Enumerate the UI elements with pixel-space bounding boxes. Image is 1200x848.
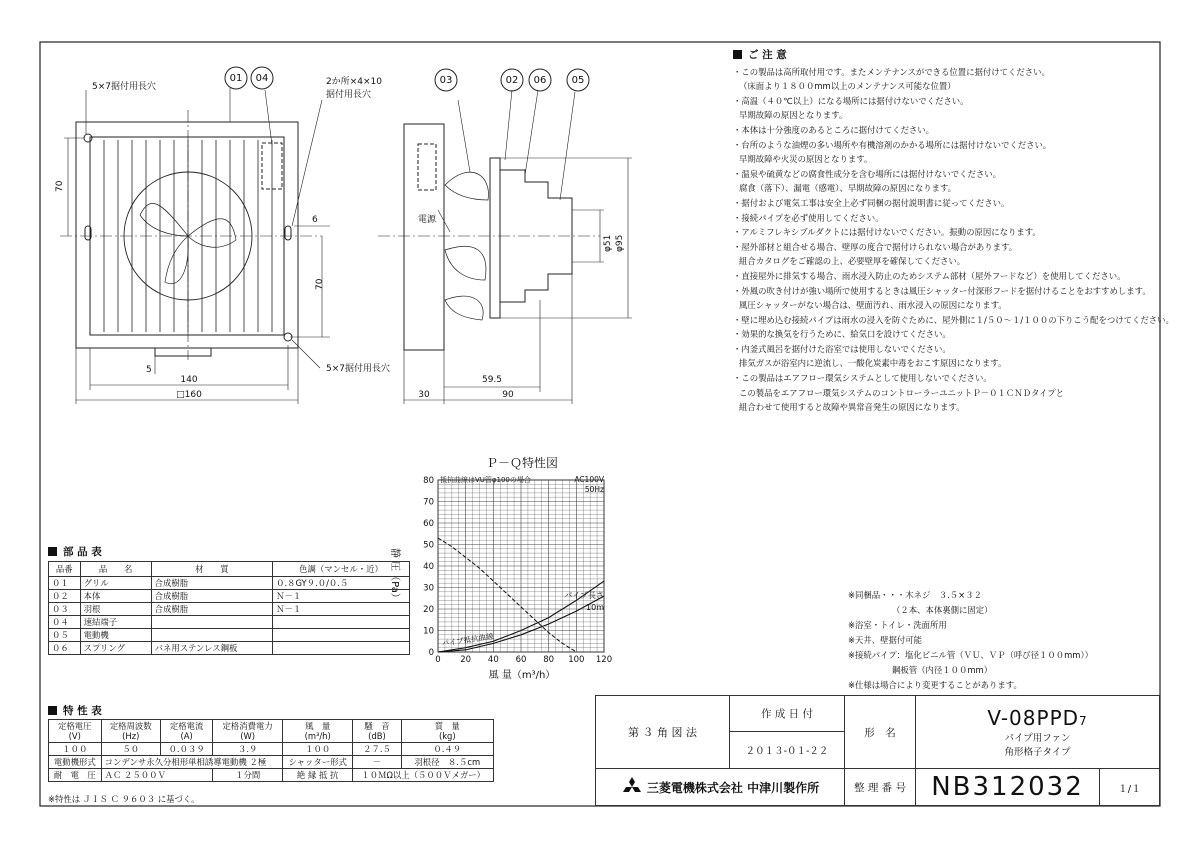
caution-line: 組合カタログをご確認の上、必要壁厚を確保してください。 xyxy=(739,256,966,267)
dim-slot-top: 5×7据付用長穴 xyxy=(92,82,156,92)
parts-cell: Ｎ－１ xyxy=(273,603,410,616)
y-tick-label: 50 xyxy=(423,540,434,551)
side-view xyxy=(378,69,632,404)
model-number: V-08PPD7 xyxy=(987,706,1088,730)
side-flange xyxy=(490,158,500,318)
spec-title: 特 性 表 xyxy=(48,703,102,718)
page-number: １/１ xyxy=(1099,768,1160,806)
parts-cell: 合成樹脂 xyxy=(151,603,272,616)
caution-notes xyxy=(733,48,1183,415)
chart-xlabel: 風 量（m³/h） xyxy=(488,670,556,681)
projection-method: 第 ３ 角 図 法 xyxy=(595,695,730,769)
y-tick-label: 30 xyxy=(423,583,434,594)
spec-header: 定格周波数 (Hz) xyxy=(101,720,160,743)
dim-phi95: φ95 xyxy=(615,234,625,252)
dim-70b: 70 xyxy=(315,278,325,290)
y-tick-label: 0 xyxy=(428,648,434,658)
parts-cell: ０１ xyxy=(49,577,81,590)
caution-line: この製品をエアフロー環気システムのコントローラーユニットＰ－０１ＣＮＤタイプと xyxy=(739,387,1065,398)
insulation-value: １０ＭΩ以上（５００Ｖメガー） xyxy=(353,769,494,782)
dim-90: 90 xyxy=(502,390,514,400)
spec-header: 定格消費電力 (W) xyxy=(213,720,283,743)
company-cell: 三菱電機株式会社 中津川製作所 xyxy=(595,768,845,806)
parts-row xyxy=(49,616,410,629)
date-value: ２０１３-０１-２２ xyxy=(729,731,845,769)
parts-title: 部 品 表 xyxy=(48,544,102,559)
x-tick-label: 80 xyxy=(543,655,555,665)
parts-cell: ０５ xyxy=(49,629,81,642)
voltage-value: ＡＣ ２５００Ｖ xyxy=(101,769,213,782)
side-note-line: ※仕様は場合により変更することがあります。 xyxy=(848,680,1022,690)
callout-02: 02 xyxy=(505,75,519,86)
x-tick-label: 20 xyxy=(460,655,472,665)
spec-value: ０.４９ xyxy=(401,743,493,756)
dim-59-5: 59.5 xyxy=(481,375,503,385)
caution-line: ・据付および電気工事は安全上必ず同梱の据付説明書に従ってください。 xyxy=(733,197,1010,208)
x-tick-label: 100 xyxy=(568,655,585,665)
dim-140: 140 xyxy=(180,375,198,385)
parts-cell: 本体 xyxy=(80,590,151,603)
chart-note: 抵抗曲線はVU管φ100の場合 xyxy=(440,476,531,484)
model-desc-2: 角形格子タイプ xyxy=(1004,747,1071,758)
parts-cell: 羽根 xyxy=(80,603,151,616)
spec-value: １００ xyxy=(282,743,352,756)
model-label: 形 名 xyxy=(844,695,916,769)
dim-slot-two: 2か所×4×10 xyxy=(326,77,382,87)
insulation-label: 絶 縁 抵 抗 xyxy=(282,769,352,782)
caution-line: 風圧シャッターがない場合は、壁面汚れ、雨水浸入の原因になります。 xyxy=(739,300,1007,311)
callout-04: 04 xyxy=(255,73,269,84)
shutter-value: － xyxy=(353,756,401,769)
parts-cell: ０３ xyxy=(49,603,81,616)
chart-freq: 50Hz xyxy=(584,485,604,494)
dim-70a: 70 xyxy=(55,180,65,192)
drawing-number: NB312032 xyxy=(915,768,1100,806)
side-view-labels xyxy=(418,75,625,400)
parts-cell: Ｎ－１ xyxy=(273,590,410,603)
caution-line: ・この製品は高所取付用です。またメンテナンスができる位置に据付けてください。 xyxy=(733,66,1050,77)
y-tick-label: 80 xyxy=(423,476,434,486)
parts-cell: ０６ xyxy=(49,642,81,655)
spec-header: 定格電圧 (V) xyxy=(49,720,102,743)
dim-phi51: φ51 xyxy=(603,234,613,252)
parts-row xyxy=(49,603,410,616)
voltage-label: 耐 電 圧 xyxy=(49,769,102,782)
parts-cell xyxy=(273,616,410,629)
caution-line: ・高温（４０℃以上）になる場所には据付けないでください。 xyxy=(733,95,969,106)
spec-header: 騒 音 (dB) xyxy=(353,720,401,743)
parts-row xyxy=(49,629,410,642)
caution-line: ・台所のような油煙の多い場所や有機溶剤のかかる場所には据付けないでください。 xyxy=(733,139,1052,150)
caution-line: 腐食（落下）、漏電（感電）、早期故障の原因になります。 xyxy=(739,183,957,194)
model-desc-1: パイプ用ファン xyxy=(1004,733,1071,744)
parts-cell: 電動機 xyxy=(80,629,151,642)
caution-line: 組合わせて使用すると故障や異常音発生の原因になります。 xyxy=(739,402,965,413)
blade-label: 羽根径 xyxy=(414,757,440,767)
parts-cell: スプリング xyxy=(80,642,151,655)
y-tick-label: 70 xyxy=(423,497,434,508)
spec-footnote: ※特性は ＪＩＳ Ｃ ９６０３ に基づく。 xyxy=(48,794,200,804)
side-note-line: 鋼板管（内径１００mm） xyxy=(892,665,993,675)
callout-01: 01 xyxy=(229,73,243,84)
side-note-line: （２本、本体裏側に固定） xyxy=(892,605,993,615)
x-tick-label: 0 xyxy=(435,655,441,665)
shutter-label: シャッター形式 xyxy=(282,756,352,769)
caution-line: 早期故障の原因となります。 xyxy=(739,110,848,121)
label-power: 電源 xyxy=(418,215,437,225)
parts-cell: グリル xyxy=(80,577,151,590)
callout-06: 06 xyxy=(533,75,547,86)
side-notes xyxy=(848,588,1093,693)
spec-value: ５０ xyxy=(101,743,160,756)
parts-cell xyxy=(273,629,410,642)
caution-line: ・壁に埋め込む接続パイプは雨水の浸入を防ぐために、屋外側に１/５０～１/１００の下りこう配をつけてください。 xyxy=(733,314,1174,325)
caution-line: ・本体は十分強度のあるところに据付けてください。 xyxy=(733,124,934,135)
chart-title: Ｐ－Ｑ特性図 xyxy=(485,456,559,470)
model-cell xyxy=(915,695,1160,769)
label-resistance-curve: パイプ抵抗曲線 xyxy=(441,631,495,648)
x-tick-label: 60 xyxy=(515,655,527,665)
y-tick-label: 60 xyxy=(423,519,434,529)
side-grille xyxy=(404,124,444,350)
caution-line: ・接続パイプを必ず使用してください。 xyxy=(733,212,884,223)
caution-line: ・外風の吹き付けが強い場所で使用するときは風圧シャッター付深形フードを据付けることをおすすめします。 xyxy=(733,285,1151,296)
dim-5: 5 xyxy=(146,365,152,375)
caution-title: ご 注 意 xyxy=(733,48,1183,63)
dim-6: 6 xyxy=(312,215,318,225)
parts-cell xyxy=(273,642,410,655)
spec-value: ３.９ xyxy=(213,743,283,756)
dim-160: □160 xyxy=(176,390,202,400)
side-note-line: ※同梱品・・・木ネジ ３.５×３２ xyxy=(848,590,982,600)
callout-05: 05 xyxy=(571,75,585,86)
side-note-line: ※天井、壁据付可能 xyxy=(848,635,923,645)
parts-cell: 合成樹脂 xyxy=(151,590,272,603)
caution-line: ・直接屋外に排気する場合、雨水浸入防止のためシステム部材（屋外フードなど）を使用してください。 xyxy=(733,270,1126,281)
motor-label: 電動機形式 xyxy=(49,756,102,769)
parts-header: 材 質 xyxy=(151,562,272,577)
y-tick-label: 40 xyxy=(423,562,434,572)
caution-line: ・内釜式風呂を据付けた浴室では使用しないでください。 xyxy=(733,343,951,354)
parts-cell: 速結端子 xyxy=(80,616,151,629)
dim-slot-two-sub: 据付用長穴 xyxy=(326,90,372,100)
parts-table xyxy=(48,561,410,655)
caution-line: ・温泉や硫黄などの腐食性成分を含む場所には据付けないでください。 xyxy=(733,168,1001,179)
label-pipe-length: パイプ長さ xyxy=(564,591,604,600)
caution-line: 早期故障や火災の原因となります。 xyxy=(739,154,873,165)
spec-value: ２７.５ xyxy=(353,743,401,756)
parts-cell xyxy=(151,616,272,629)
dim-30: 30 xyxy=(418,390,430,400)
blade-value: ８.５cm xyxy=(447,757,481,767)
caution-line: 排気ガスが浴室内に逆流し、一酸化炭素中毒をおこす原因になります。 xyxy=(739,358,1007,369)
spec-header: 質 量 (kg) xyxy=(401,720,493,743)
parts-cell: バネ用ステンレス鋼板 xyxy=(151,642,272,655)
side-note-line: ※浴室・トイレ・洗面所用 xyxy=(848,620,947,630)
title-block xyxy=(595,695,1160,806)
parts-header: 色調（マンセル・近） xyxy=(273,562,410,577)
pq-chart xyxy=(389,455,612,681)
callout-03: 03 xyxy=(439,75,453,86)
date-label: 作 成 日 付 xyxy=(729,695,845,732)
caution-line: ・効果的な換気を行うために、給気口を設けてください。 xyxy=(733,329,951,340)
chart-grid xyxy=(438,480,604,652)
spec-header: 風 量 (m³/h) xyxy=(282,720,352,743)
parts-row xyxy=(49,577,410,590)
spec-table xyxy=(48,719,494,782)
caution-line: ・アルミフレキシブルダクトには据付けないでください。振動の原因になります。 xyxy=(733,227,1041,238)
voltage-time: １分間 xyxy=(213,769,283,782)
caution-line: ・この製品はエアフロー環気システムとして使用しないでください。 xyxy=(733,373,992,384)
parts-header: 品 名 xyxy=(80,562,151,577)
parts-cell: 合成樹脂 xyxy=(151,577,272,590)
x-tick-label: 120 xyxy=(595,655,613,665)
mitsubishi-logo-icon xyxy=(621,777,643,797)
parts-row xyxy=(49,642,410,655)
caution-line: ・屋外部材と組合せる場合、壁厚の度合で据付けられない場合があります。 xyxy=(733,241,1018,252)
front-view xyxy=(60,67,330,404)
caution-line: （床面より１８００mm以上のメンテナンス可能な位置） xyxy=(739,81,956,92)
parts-cell: ０４ xyxy=(49,616,81,629)
chart-ylabel: 静 圧（Pa） xyxy=(389,548,400,603)
y-tick-label: 10 xyxy=(423,626,434,637)
parts-row xyxy=(49,590,410,603)
spec-header: 定格電流 (A) xyxy=(160,720,212,743)
chart-condition: AC100V xyxy=(574,475,604,484)
label-pipe-length-value: 10m xyxy=(586,603,604,612)
parts-cell xyxy=(151,629,272,642)
parts-cell: ０２ xyxy=(49,590,81,603)
number-label: 整 理 番 号 xyxy=(844,768,916,806)
parts-cell: ０.８GY９.０/０.５ xyxy=(273,577,410,590)
side-note-line: ※接続パイプ：塩化ビニル管（ＶＵ、ＶＰ（呼び径１００mm）） xyxy=(848,650,1094,660)
parts-header: 品番 xyxy=(49,562,81,577)
motor-value: コンデンサ永久分相形単相誘導電動機 ２極 xyxy=(101,756,282,769)
y-tick-label: 20 xyxy=(423,605,434,615)
dim-slot-bottom: 5×7据付用長穴 xyxy=(326,364,390,374)
x-tick-label: 40 xyxy=(487,655,499,665)
spec-value: ０.０３９ xyxy=(160,743,212,756)
spec-value: １００ xyxy=(49,743,102,756)
slot-hole-top xyxy=(84,134,92,142)
